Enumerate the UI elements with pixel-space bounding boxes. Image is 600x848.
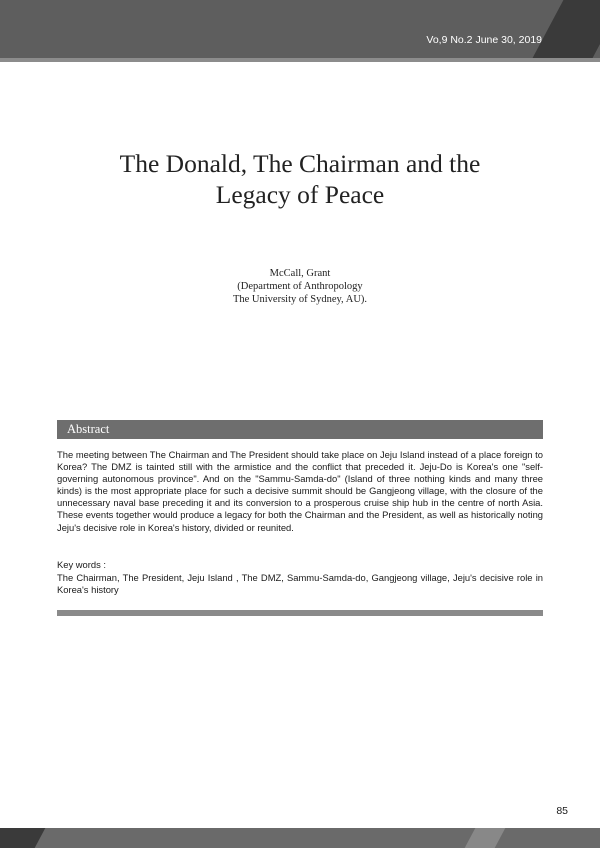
abstract-heading: Abstract: [67, 422, 110, 436]
abstract-text: The meeting between The Chairman and The President should take place on Jeju Island instead of a place foreign to Korea? The DMZ is tainted still with the armistice and the conflict that preceded it. Jeju-Do is Korea's one "self-governing autonomous province". And on the "Sammu-Samda-do" (Island of three nothing kinds and many three kinds) is the most appropriate place for such a decisive summit should be Gangjeong village, with the closure of the unnecessary naval base preceding it and its conversion to a prosperous cruise ship hub in the centre of north Asia. These events together would produce a legacy for both the Chairman and the President, as well as historically noting Jeju's decisive role in Korea's history, divided or reunited.: [57, 449, 543, 533]
title-line-2: Legacy of Peace: [215, 180, 385, 209]
journal-issue: Vo,9 No.2 June 30, 2019: [426, 34, 542, 46]
abstract-heading-bar: [57, 420, 543, 439]
header-band: [0, 0, 600, 58]
keywords-text: The Chairman, The President, Jeju Island , The DMZ, Sammu-Samda-do, Gangjeong village, Jeju's decisive role in Korea's history: [57, 572, 543, 596]
affiliation-line-2: The University of Sydney, AU).: [232, 294, 368, 305]
footer-band: [0, 828, 600, 848]
paper-title: [40, 148, 560, 210]
header-rule: [0, 58, 600, 62]
author-block: [150, 267, 450, 306]
title-line-1: The Donald, The Chairman and the: [119, 149, 481, 178]
section-end-rule: [57, 610, 543, 616]
author-name: McCall, Grant: [269, 268, 331, 279]
header-accent-slash: [533, 0, 600, 58]
affiliation-line-1: (Department of Anthropology: [237, 281, 363, 292]
page-number: 85: [556, 805, 568, 817]
keywords-heading: Key words :: [57, 559, 106, 570]
footer-accent-slash-light: [465, 828, 506, 848]
footer-accent-slash: [0, 828, 45, 848]
